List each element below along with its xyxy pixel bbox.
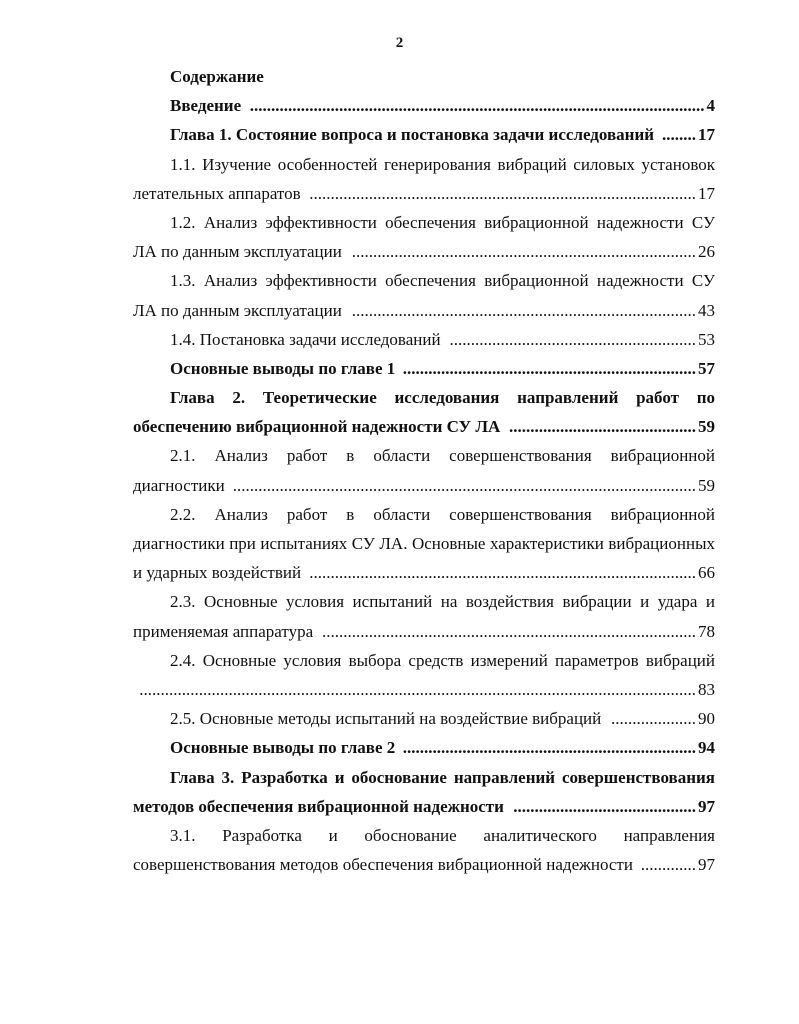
toc-entry[interactable] xyxy=(133,150,715,208)
toc-entry-last-line xyxy=(133,120,715,149)
toc-heading: Содержание xyxy=(170,67,264,86)
dot-leader: .................... xyxy=(611,709,696,729)
table-of-contents xyxy=(133,62,715,879)
toc-entry-page: 26 xyxy=(698,242,715,262)
toc-entries xyxy=(133,91,715,879)
toc-entry-last-line xyxy=(133,412,715,441)
page-number: 2 xyxy=(395,35,404,51)
toc-entry-title-line: 1.4. Постановка задачи исследований xyxy=(170,329,441,349)
dot-leader: ........................................................................................... xyxy=(309,563,696,583)
dot-leader: .......................................................... xyxy=(449,329,696,349)
toc-entry-title xyxy=(133,325,715,354)
toc-entry-last-line xyxy=(133,325,715,354)
dot-leader: ................................................................................. xyxy=(351,300,696,320)
toc-entry[interactable] xyxy=(133,208,715,266)
toc-entry-title-line: 2.2. Анализ работ в области совершенствования вибрационной xyxy=(170,504,715,524)
toc-entry[interactable] xyxy=(133,500,715,588)
toc-entry-last-line xyxy=(133,296,715,325)
toc-entry[interactable] xyxy=(133,266,715,324)
toc-entry-title-line: 1.1. Изучение особенностей генерирования вибраций силовых установок xyxy=(170,154,715,174)
toc-entry-title xyxy=(133,91,715,120)
toc-entry[interactable] xyxy=(133,325,715,354)
toc-entry-page: 97 xyxy=(698,855,715,875)
toc-entry-last-line xyxy=(133,704,715,733)
toc-entry[interactable] xyxy=(133,587,715,645)
toc-entry-title-line: Введение xyxy=(170,96,242,116)
dot-leader: ........................................................................................... xyxy=(309,183,696,203)
toc-entry[interactable] xyxy=(133,646,715,704)
toc-entry-title xyxy=(133,150,715,208)
toc-entry[interactable] xyxy=(133,354,715,383)
toc-entry-title xyxy=(133,821,715,879)
toc-entry[interactable] xyxy=(133,704,715,733)
toc-entry-title-line: 2.1. Анализ работ в области совершенствования вибрационной xyxy=(170,446,715,466)
dot-leader: ..................................................................... xyxy=(402,738,696,758)
toc-entry-title-line: ЛА по данным эксплуатации xyxy=(133,300,342,320)
toc-entry-title-line: Основные выводы по главе 2 xyxy=(170,738,396,758)
dot-leader: ........................................................................................................... xyxy=(249,96,705,116)
toc-entry-title-line: методов обеспечения вибрационной надежности xyxy=(133,796,504,816)
toc-entry-title-line: диагностики при испытаниях СУ ЛА. Основные характеристики вибрационных xyxy=(133,534,715,554)
toc-entry-page: 78 xyxy=(698,621,715,641)
dot-leader: ........ xyxy=(662,125,696,145)
toc-entry-title-line: 1.2. Анализ эффективности обеспечения вибрационной надежности СУ xyxy=(170,212,715,232)
toc-entry-title-line: Глава 2. Теоретические исследования направлений работ по xyxy=(170,388,715,408)
toc-entry-last-line xyxy=(133,237,715,266)
toc-entry-title-line: Основные выводы по главе 1 xyxy=(170,358,396,378)
toc-entry[interactable] xyxy=(133,763,715,821)
toc-entry-page: 57 xyxy=(698,358,715,378)
toc-entry-title-line: Глава 3. Разработка и обоснование направлений совершенствования xyxy=(170,767,715,787)
toc-entry[interactable] xyxy=(133,733,715,762)
toc-entry-title xyxy=(133,587,715,645)
dot-leader: ............. xyxy=(640,855,696,875)
toc-entry-title-line: применяемая аппаратура xyxy=(133,621,314,641)
toc-entry-title-line: совершенствования методов обеспечения вибрационной надежности xyxy=(133,855,633,875)
toc-entry[interactable] xyxy=(133,120,715,149)
toc-entry-page: 83 xyxy=(698,679,715,699)
toc-entry-title xyxy=(133,441,715,499)
toc-entry-last-line xyxy=(133,179,715,208)
toc-entry-last-line xyxy=(133,471,715,500)
toc-entry-page: 90 xyxy=(698,709,715,729)
dot-leader: ............................................ xyxy=(509,417,696,437)
toc-entry-title-line: и ударных воздействий xyxy=(133,563,302,583)
toc-entry-last-line xyxy=(133,354,715,383)
toc-entry-page: 59 xyxy=(698,475,715,495)
toc-entry-page: 59 xyxy=(698,417,715,437)
dot-leader: ........................................................................................ xyxy=(322,621,696,641)
toc-entry-last-line xyxy=(133,91,715,120)
toc-entry-last-line xyxy=(133,675,715,704)
toc-entry-title xyxy=(133,733,715,762)
toc-entry-page: 17 xyxy=(698,183,715,203)
toc-entry-page: 43 xyxy=(698,300,715,320)
toc-entry-title xyxy=(133,383,715,441)
toc-entry-last-line xyxy=(133,792,715,821)
toc-entry-title-line: диагностики xyxy=(133,475,225,495)
toc-entry-last-line xyxy=(133,617,715,646)
toc-entry[interactable] xyxy=(133,91,715,120)
toc-entry-title xyxy=(133,266,715,324)
toc-entry-title-line: Глава 1. Состояние вопроса и постановка задачи исследований xyxy=(170,125,655,145)
toc-entry-page: 66 xyxy=(698,563,715,583)
toc-entry-page: 4 xyxy=(706,96,715,116)
toc-entry-page: 97 xyxy=(698,796,715,816)
toc-entry-title-line: 3.1. Разработка и обоснование аналитического направления xyxy=(170,825,715,845)
toc-entry-last-line xyxy=(133,850,715,879)
toc-entry-title-line: обеспечению вибрационной надежности СУ ЛА xyxy=(133,417,501,437)
toc-entry-title-line: 2.3. Основные условия испытаний на воздействия вибрации и удара и xyxy=(170,592,715,612)
toc-entry-title xyxy=(133,354,715,383)
toc-entry[interactable] xyxy=(133,383,715,441)
toc-entry[interactable] xyxy=(133,821,715,879)
toc-entry-title xyxy=(133,208,715,266)
toc-entry-title-line: 2.4. Основные условия выбора средств измерений параметров вибраций xyxy=(170,650,715,670)
toc-entry-title-line: летательных аппаратов xyxy=(133,183,301,203)
toc-entry-page: 53 xyxy=(698,329,715,349)
toc-entry-last-line xyxy=(133,558,715,587)
dot-leader: ................................................................................................................................... xyxy=(139,679,696,699)
toc-entry-title xyxy=(133,120,715,149)
toc-entry-title-line: 1.3. Анализ эффективности обеспечения вибрационной надежности СУ xyxy=(170,271,715,291)
toc-entry-title-line: 2.5. Основные методы испытаний на воздействие вибраций xyxy=(170,709,602,729)
toc-entry-title-line: ЛА по данным эксплуатации xyxy=(133,242,342,262)
toc-entry-title xyxy=(133,704,715,733)
dot-leader: ................................................................................. xyxy=(351,242,696,262)
toc-entry-last-line xyxy=(133,733,715,762)
toc-entry-title xyxy=(133,646,715,704)
toc-entry-title xyxy=(133,500,715,588)
toc-entry[interactable] xyxy=(133,441,715,499)
toc-entry-title xyxy=(133,763,715,821)
dot-leader: ..................................................................... xyxy=(402,358,696,378)
toc-entry-page: 94 xyxy=(698,738,715,758)
toc-entry-page: 17 xyxy=(698,125,715,145)
dot-leader: ............................................................................................................. xyxy=(232,475,696,495)
dot-leader: ........................................... xyxy=(513,796,696,816)
